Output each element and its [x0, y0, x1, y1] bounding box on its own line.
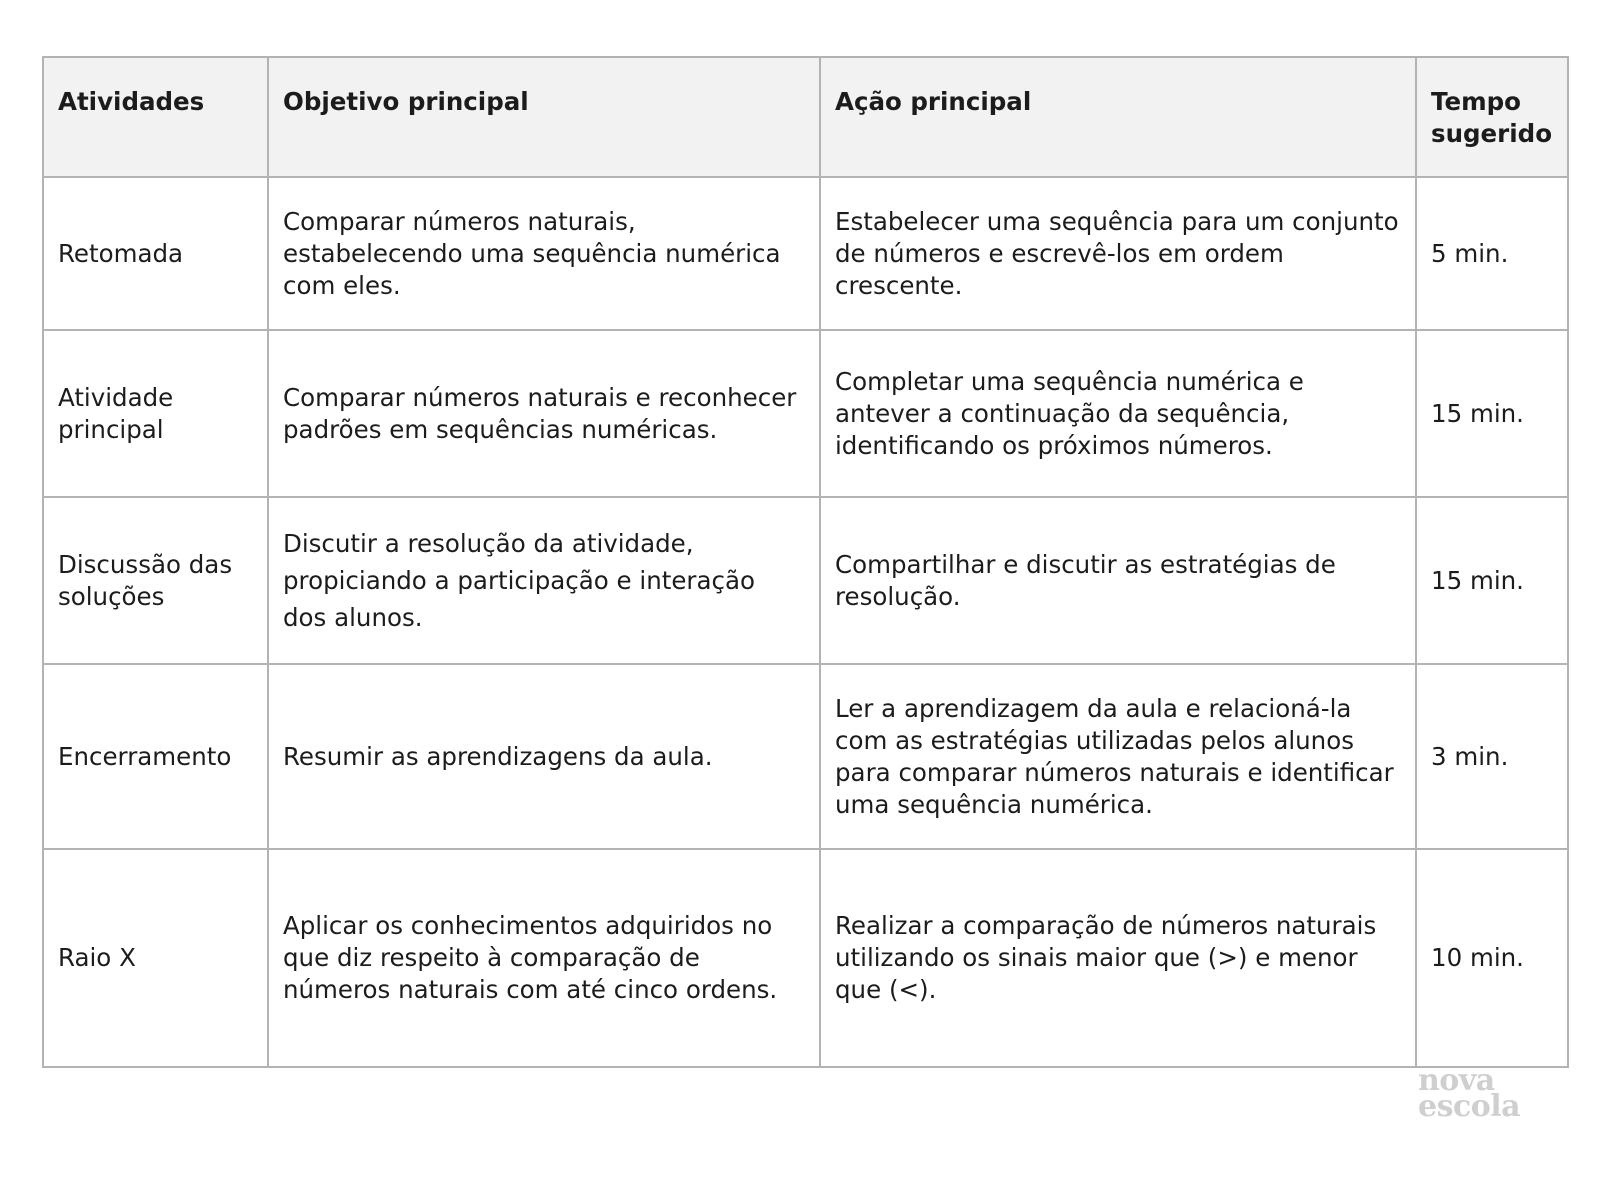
table-header-row	[43, 57, 1568, 177]
action-cell: Estabelecer uma sequência para um conjunto de números e escrevê-los em ordem crescente.	[820, 177, 1416, 330]
objective-cell: Aplicar os conhecimentos adquiridos no que diz respeito à comparação de números naturais com até cinco ordens.	[268, 849, 820, 1067]
table-row	[43, 664, 1568, 849]
action-cell: Realizar a comparação de números naturais utilizando os sinais maior que (>) e menor que (<).	[820, 849, 1416, 1067]
action-cell: Ler a aprendizagem da aula e relacioná-la com as estratégias utilizadas pelos alunos para comparar números naturais e identificar uma sequência numérica.	[820, 664, 1416, 849]
lesson-plan-table	[42, 56, 1569, 1068]
logo-line-nova: nova	[1418, 1063, 1495, 1098]
table-row	[43, 497, 1568, 664]
table-row	[43, 177, 1568, 330]
header-main-action: Ação principal	[820, 57, 1416, 177]
objective-cell: Discutir a resolução da atividade, propiciando a participação e interação dos alunos.	[268, 497, 820, 664]
objective-cell: Comparar números naturais, estabelecendo uma sequência numérica com eles.	[268, 177, 820, 330]
table-row	[43, 330, 1568, 497]
activity-cell: Discussão das soluções	[43, 497, 268, 664]
action-cell: Compartilhar e discutir as estratégias de resolução.	[820, 497, 1416, 664]
logo-line-escola: escola	[1418, 1089, 1521, 1124]
time-cell: 15 min.	[1416, 497, 1568, 664]
header-main-objective: Objetivo principal	[268, 57, 820, 177]
time-cell: 5 min.	[1416, 177, 1568, 330]
activity-cell: Retomada	[43, 177, 268, 330]
table-row	[43, 849, 1568, 1067]
time-cell: 15 min.	[1416, 330, 1568, 497]
objective-cell: Comparar números naturais e reconhecer padrões em sequências numéricas.	[268, 330, 820, 497]
time-cell: 10 min.	[1416, 849, 1568, 1067]
activity-cell: Encerramento	[43, 664, 268, 849]
header-activities: Atividades	[43, 57, 268, 177]
activity-cell: Raio X	[43, 849, 268, 1067]
objective-cell: Resumir as aprendizagens da aula.	[268, 664, 820, 849]
nova-escola-logo	[1418, 1063, 1521, 1124]
time-cell: 3 min.	[1416, 664, 1568, 849]
header-suggested-time: Tempo sugerido	[1416, 57, 1568, 177]
action-cell: Completar uma sequência numérica e antever a continuação da sequência, identificando os próximos números.	[820, 330, 1416, 497]
activity-cell: Atividade principal	[43, 330, 268, 497]
